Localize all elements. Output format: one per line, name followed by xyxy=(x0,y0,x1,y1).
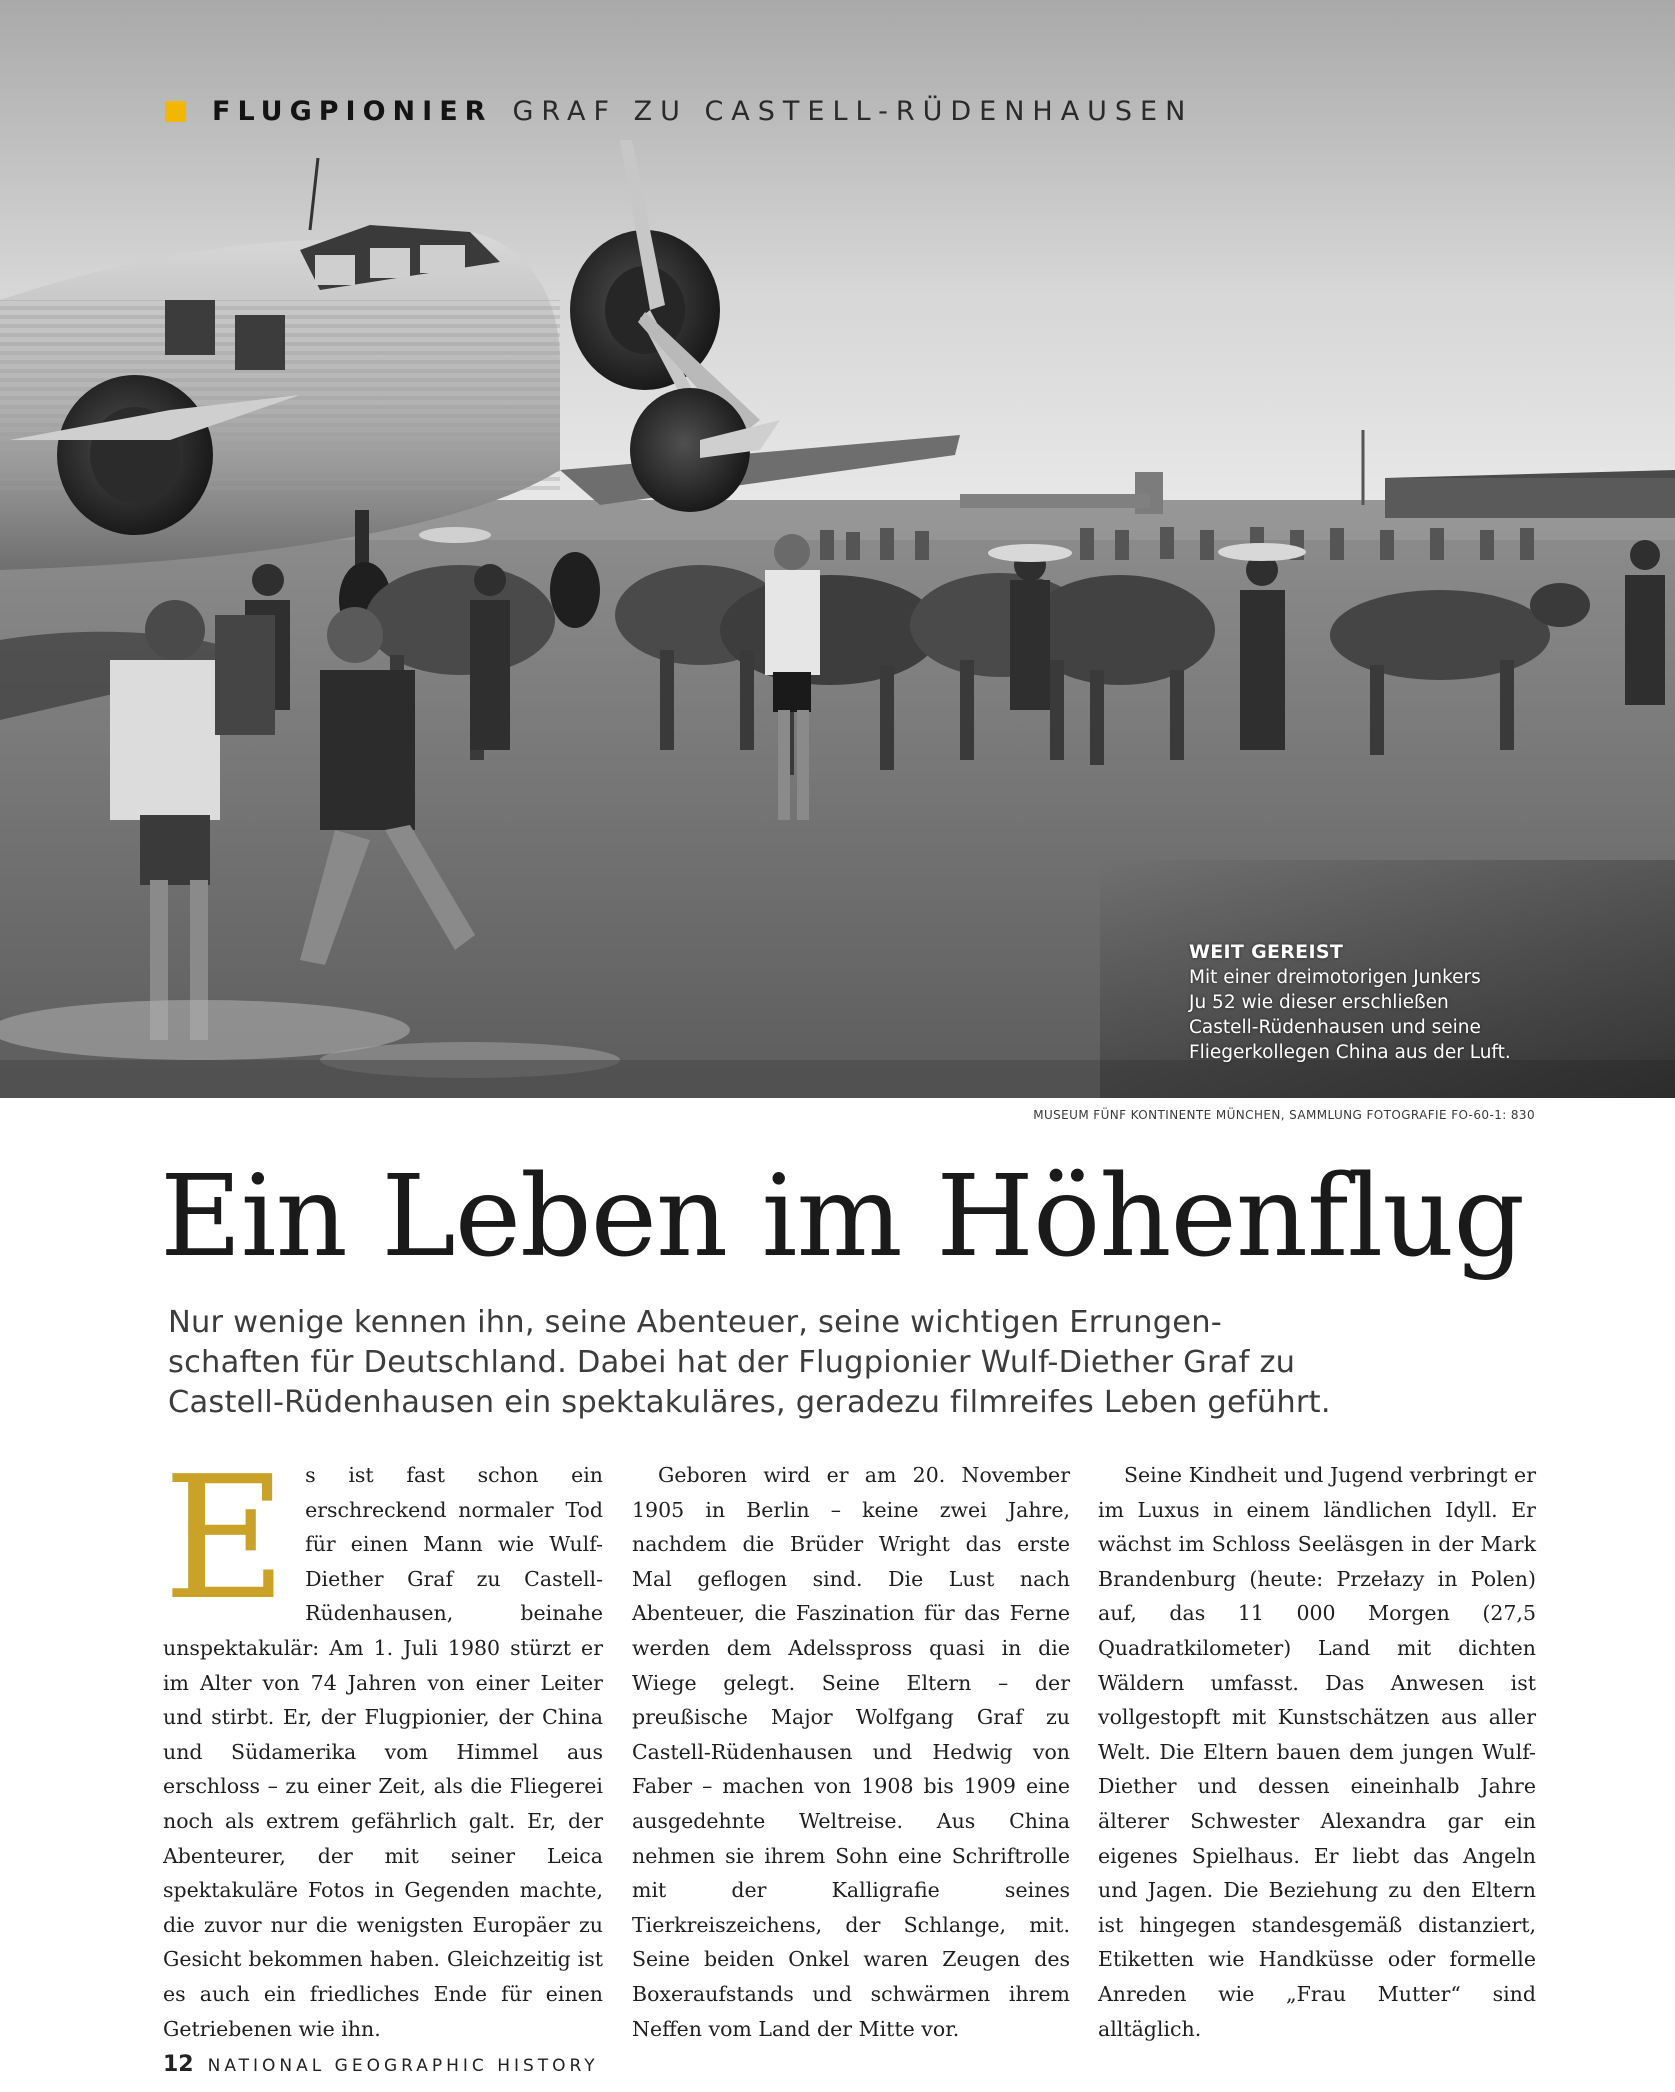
page-folio xyxy=(163,2052,599,2077)
body-column-1 xyxy=(163,1440,603,2046)
body-column-2 xyxy=(632,1458,1070,2046)
kicker-light: GRAF ZU CASTELL-RÜDENHAUSEN xyxy=(512,95,1194,127)
drop-cap: E xyxy=(163,1440,288,1638)
deck-line: Castell-Rüdenhausen ein spektakuläres, geradezu filmreifes Leben geführt. xyxy=(168,1385,1331,1420)
photo-credit: MUSEUM FÜNF KONTINENTE MÜNCHEN, SAMMLUNG FOTOGRAFIE FO-60-1: 830 xyxy=(1033,1108,1535,1122)
caption-heading: WEIT GEREIST xyxy=(1189,941,1344,963)
publication-name: NATIONAL GEOGRAPHIC HISTORY xyxy=(207,2056,599,2076)
deck-line: schaften für Deutschland. Dabei hat der Flugpionier Wulf-Diether Graf zu xyxy=(168,1345,1296,1380)
caption-line: Fliegerkollegen China aus der Luft. xyxy=(1189,1042,1511,1063)
caption-line: Castell-Rüdenhausen und seine xyxy=(1189,1017,1481,1038)
body-column-3 xyxy=(1098,1458,1536,2046)
page-number: 12 xyxy=(163,2052,194,2077)
kicker-accent-square xyxy=(165,101,186,122)
deck-line: Nur wenige kennen ihn, seine Abenteuer, seine wichtigen Errungen- xyxy=(168,1305,1222,1340)
article-deck xyxy=(168,1303,1488,1423)
section-kicker xyxy=(165,96,1193,126)
kicker-strong: FLUGPIONIER xyxy=(212,95,493,127)
caption-line: Mit einer dreimotorigen Junkers xyxy=(1189,967,1481,988)
body-paragraph: Geboren wird er am 20. November 1905 in Berlin – keine zwei Jahre, nachdem die Brüder Wright das erste Mal geflogen sind. Die Lust nach Abenteuer, die Faszination für das Ferne werden dem Adelsspross quasi in die Wiege gelegt. Seine Eltern – der preußische Major Wolfgang Graf zu Castell-Rüdenhausen und Hedwig von Faber – machen von 1908 bis 1909 eine ausgedehnte Weltreise. Aus China nehmen sie ihrem Sohn eine Schriftrolle mit der Kalligrafie seines Tierkreiszeichens, der Schlange, mit. Seine beiden Onkel waren Zeugen des Boxeraufstands und schwärmen ihrem Neffen vom Land der Mitte vor. xyxy=(632,1463,1070,2041)
body-paragraph: Seine Kindheit und Jugend verbringt er im Luxus in einem ländlichen Idyll. Er wächst im Schloss Seeläsgen in der Mark Brandenburg (heute: Przełazy in Polen) auf, das 11 000 Morgen (27,5 Quadratkilometer) Land mit dichten Wäldern umfasst. Das Anwesen ist vollgestopft mit Kunstschätzen aus aller Welt. Die Eltern bauen dem jungen Wulf-Diether und dessen eineinhalb Jahre älterer Schwester Alexandra gar ein eigenes Spielhaus. Er liebt das Angeln und Jagen. Die Beziehung zu den Eltern ist hingegen standesgemäß distanziert, Etiketten wie Handküsse oder formelle Anreden wie „Frau Mutter“ sind alltäglich. xyxy=(1098,1463,1536,2041)
article-headline: Ein Leben im Höhenflug xyxy=(160,1152,1525,1282)
photo-caption xyxy=(1189,940,1529,1065)
caption-line: Ju 52 wie dieser erschließen xyxy=(1189,992,1449,1013)
body-paragraph: s ist fast schon ein erschreckend normaler Tod für einen Mann wie Wulf-Diether Graf zu Castell-Rüdenhausen, beinahe unspektakulär: Am 1. Juli 1980 stürzt er im Alter von 74 Jahren von einer Leiter und stirbt. Er, der Flugpionier, der China und Südamerika vom Himmel aus erschloss – zu einer Zeit, als die Fliegerei noch als extrem gefährlich galt. Er, der Abenteurer, der mit seiner Leica spektakuläre Fotos in Gegenden machte, die zuvor nur die wenigsten Europäer zu Gesicht bekommen haben. Gleichzeitig ist es auch ein friedliches Ende für einen Getriebenen wie ihn. xyxy=(163,1463,603,2041)
